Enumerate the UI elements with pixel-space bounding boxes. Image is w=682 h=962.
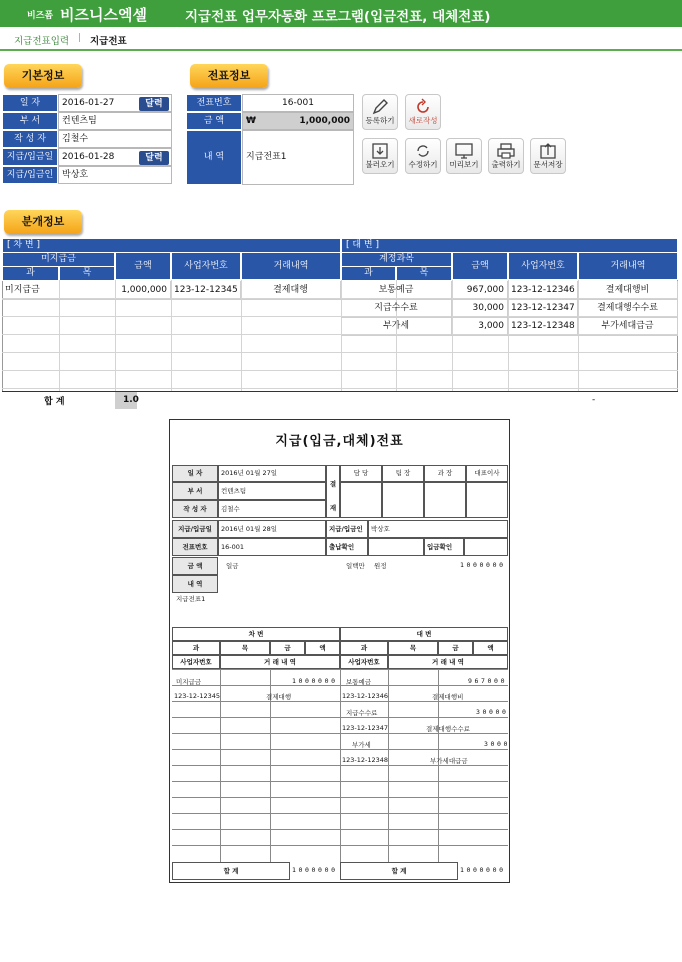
pencil-icon: [369, 98, 391, 116]
form-total-debit: 1000000: [292, 866, 338, 874]
form-credit-sub-3: 금: [438, 641, 473, 655]
section-split-info: 분개정보: [4, 210, 82, 234]
refresh-icon: [412, 98, 434, 116]
sign-box-2: [382, 482, 424, 518]
amount-field: [242, 112, 354, 130]
credit-sub1-header: 과: [341, 266, 396, 281]
debit-row-amount[interactable]: 1,000,000: [115, 281, 171, 300]
form-payee-label: 지급/입금인: [326, 520, 368, 538]
form-debit-sub-2: 목: [220, 641, 270, 655]
form-no-label: 전표번호: [172, 538, 218, 556]
approver-4: 대표이사: [466, 465, 508, 482]
grid-row-line: [2, 388, 678, 389]
form-title: 지급(입금,대체)전표: [275, 434, 404, 449]
form-credit-acc: 지급수수료: [346, 709, 378, 717]
form-dept-label: 부 서: [172, 482, 218, 500]
form-approval: [326, 465, 340, 518]
new-label: 새로작성: [408, 116, 438, 125]
form-credit-digits: 3000: [484, 740, 511, 748]
cycle-icon: [412, 142, 434, 160]
form-credit-acc: 부가세: [352, 741, 371, 749]
memo-label: 내 역: [186, 130, 242, 185]
page-title: 지급전표 업무자동화 프로그램(입금전표, 대체전표): [185, 9, 491, 25]
paydate-field[interactable]: 2016-01-28: [58, 148, 172, 166]
save-icon: [537, 142, 559, 160]
form-approval-2: 재: [329, 504, 337, 512]
grid-row-line: [2, 352, 678, 353]
writer-label: 작 성 자: [2, 130, 58, 148]
save-doc-label: 문서저장: [533, 160, 563, 169]
credit-row-desc[interactable]: 결제대행수수료: [578, 299, 678, 318]
printer-icon: [495, 142, 517, 160]
tab-voucher[interactable]: 지급전표: [90, 36, 127, 47]
credit-row-account[interactable]: 지급수수료: [341, 299, 452, 318]
form-credit-desc-label: 거 래 내 역: [388, 655, 508, 669]
total-credit: -: [592, 395, 596, 405]
form-credit-header: 대 변: [340, 627, 508, 641]
form-credit-digits: 30000: [476, 708, 509, 716]
form-debit-digits: 1000000: [292, 677, 338, 685]
debit-header: [ 차 변 ]: [2, 238, 341, 253]
form-credit-desc: 결제대행비: [432, 693, 464, 701]
form-debit-desc-label: 거 래 내 역: [220, 655, 340, 669]
form-credit-sub-2: 목: [388, 641, 438, 655]
form-debit-header: 차 변: [172, 627, 340, 641]
approver-3: 과 장: [424, 465, 466, 482]
section-basic-info: 기본정보: [4, 64, 82, 88]
debit-sub1-header: 과: [2, 266, 59, 281]
debit-row-account[interactable]: 미지급금: [2, 281, 115, 300]
form-col-line: [220, 669, 221, 862]
form-date: 2016년 01월 27일: [218, 465, 326, 482]
form-debit-sub-4: 액: [305, 641, 340, 655]
grid-row-line: [2, 370, 678, 371]
form-credit-bizno: 123-12-12348: [342, 756, 389, 764]
edit-button[interactable]: [405, 138, 441, 174]
debit-desc-header: 거래내역: [241, 252, 341, 280]
currency-symbol: ₩: [246, 116, 256, 126]
form-no: 16-001: [218, 538, 326, 556]
amount-value: 1,000,000: [299, 116, 350, 126]
form-cash-box: [368, 538, 424, 556]
tab-voucher-input[interactable]: 지급전표입력: [14, 36, 70, 47]
form-amount-words: 일백만: [346, 562, 365, 570]
tab-separator: |: [78, 33, 82, 43]
form-payee: 박상호: [368, 520, 508, 538]
credit-bizno-header: 사업자번호: [508, 252, 578, 280]
debit-bizno-header: 사업자번호: [171, 252, 241, 280]
preview-button[interactable]: [446, 138, 482, 174]
dept-field[interactable]: 컨텐츠팀: [58, 112, 172, 130]
form-paydate: 2016년 01월 28일: [218, 520, 326, 538]
section-voucher-info: 전표정보: [190, 64, 268, 88]
register-label: 등록하기: [365, 116, 395, 125]
dept-label: 부 서: [2, 112, 58, 130]
form-memo-label: 내 역: [172, 575, 218, 593]
form-paydate-label: 지급/입금일: [172, 520, 218, 538]
credit-amount-header: 금액: [452, 252, 508, 280]
form-writer: 김철수: [218, 500, 326, 518]
paydate-label: 지급/입금일: [2, 148, 58, 166]
credit-header: [ 대 변 ]: [341, 238, 678, 253]
payee-field[interactable]: 박상호: [58, 166, 172, 184]
form-total-label-credit: 합 계: [340, 862, 458, 880]
brand-small: 비즈폼: [27, 11, 54, 21]
credit-row-desc[interactable]: 결제대행비: [578, 281, 678, 300]
credit-account-header: 계정과목: [341, 252, 452, 267]
credit-row-amount[interactable]: 3,000: [452, 317, 508, 336]
load-label: 불러오기: [365, 160, 395, 169]
form-dept: 컨텐츠팀: [218, 482, 326, 500]
sign-box-1: [340, 482, 382, 518]
credit-row-desc[interactable]: 부가세대급금: [578, 317, 678, 336]
print-button[interactable]: [488, 138, 524, 174]
form-credit-sub-4: 액: [473, 641, 508, 655]
monitor-icon: [453, 142, 475, 160]
voucher-no-field[interactable]: 16-001: [242, 94, 354, 112]
debit-sub2-header: 목: [59, 266, 115, 281]
register-button[interactable]: [362, 94, 398, 130]
credit-row-amount[interactable]: 30,000: [452, 299, 508, 318]
voucher-no-label: 전표번호: [186, 94, 242, 112]
debit-amount-header: 금액: [115, 252, 171, 280]
sign-box-3: [424, 482, 466, 518]
form-deposit-label: 입금확인: [424, 538, 464, 556]
form-debit-acc: 미지급금: [176, 678, 202, 686]
form-credit-digits: 967000: [468, 677, 508, 685]
form-debit-sub-1: 과: [172, 641, 220, 655]
credit-row-account[interactable]: 보통예금: [341, 281, 452, 300]
save-doc-button[interactable]: [530, 138, 566, 174]
date-field[interactable]: 2016-01-27: [58, 94, 172, 112]
credit-row-bizno[interactable]: 123-12-12348: [508, 317, 578, 336]
debit-row-desc[interactable]: 결제대행: [241, 281, 341, 300]
form-credit-bizno: 123-12-12346: [342, 692, 389, 700]
print-label: 출력하기: [491, 160, 521, 169]
form-col-line: [340, 669, 341, 862]
memo-field[interactable]: 지급전표1: [242, 130, 354, 185]
form-col-line: [388, 669, 389, 862]
credit-sub2-header: 목: [396, 266, 452, 281]
form-debit-bizno-label: 사업자번호: [172, 655, 220, 669]
preview-label: 미리보기: [449, 160, 479, 169]
form-approval-1: 결: [329, 480, 337, 488]
form-amount-digits: 1000000: [460, 561, 506, 569]
form-credit-acc: 보통예금: [346, 678, 372, 686]
form-cash-label: 출납확인: [326, 538, 368, 556]
form-writer-label: 작 성 자: [172, 500, 218, 518]
debit-row-bizno[interactable]: 123-12-12345: [171, 281, 241, 300]
calendar-button-2[interactable]: 달력: [139, 151, 169, 165]
date-label: 일 자: [2, 94, 58, 112]
debit-account-header: 미지급금: [2, 252, 115, 267]
form-amount-prefix: 일금: [226, 562, 239, 570]
form-credit-desc: 부가세대급금: [430, 757, 468, 765]
form-debit-bizno: 123-12-12345: [174, 692, 221, 700]
credit-row-account[interactable]: 부가세: [341, 317, 452, 336]
amount-label: 금 액: [186, 112, 242, 130]
payee-label: 지급/입금인: [2, 166, 58, 184]
form-amount-label: 금 액: [172, 557, 218, 575]
edit-label: 수정하기: [408, 160, 438, 169]
form-debit-desc: 결제대행: [266, 693, 292, 701]
form-credit-sub-1: 과: [340, 641, 388, 655]
calendar-button[interactable]: 달력: [139, 97, 169, 111]
open-icon: [369, 142, 391, 160]
total-row: [2, 391, 678, 410]
form-credit-desc: 결제대행수수료: [426, 725, 470, 733]
form-date-label: 일 자: [172, 465, 218, 482]
credit-row-amount[interactable]: 967,000: [452, 281, 508, 300]
brand-logo: 비즈니스엑셀: [60, 6, 147, 24]
form-memo: 지급전표1: [176, 595, 206, 603]
form-total-credit: 1000000: [460, 866, 506, 874]
form-credit-bizno-label: 사업자번호: [340, 655, 388, 669]
credit-row-bizno[interactable]: 123-12-12346: [508, 281, 578, 300]
new-button[interactable]: [405, 94, 441, 130]
sign-box-4: [466, 482, 508, 518]
approver-2: 팀 장: [382, 465, 424, 482]
form-total-label-debit: 합 계: [172, 862, 290, 880]
total-label: 합 계: [44, 397, 65, 407]
credit-desc-header: 거래내역: [578, 252, 678, 280]
credit-row-bizno[interactable]: 123-12-12347: [508, 299, 578, 318]
form-credit-bizno: 123-12-12347: [342, 724, 389, 732]
form-deposit-box: [464, 538, 508, 556]
approver-1: 담 당: [340, 465, 382, 482]
writer-field[interactable]: 김철수: [58, 130, 172, 148]
form-debit-sub-3: 금: [270, 641, 305, 655]
total-debit: 1.0: [115, 392, 137, 409]
form-amount-suffix: 원정: [374, 562, 387, 570]
load-button[interactable]: [362, 138, 398, 174]
